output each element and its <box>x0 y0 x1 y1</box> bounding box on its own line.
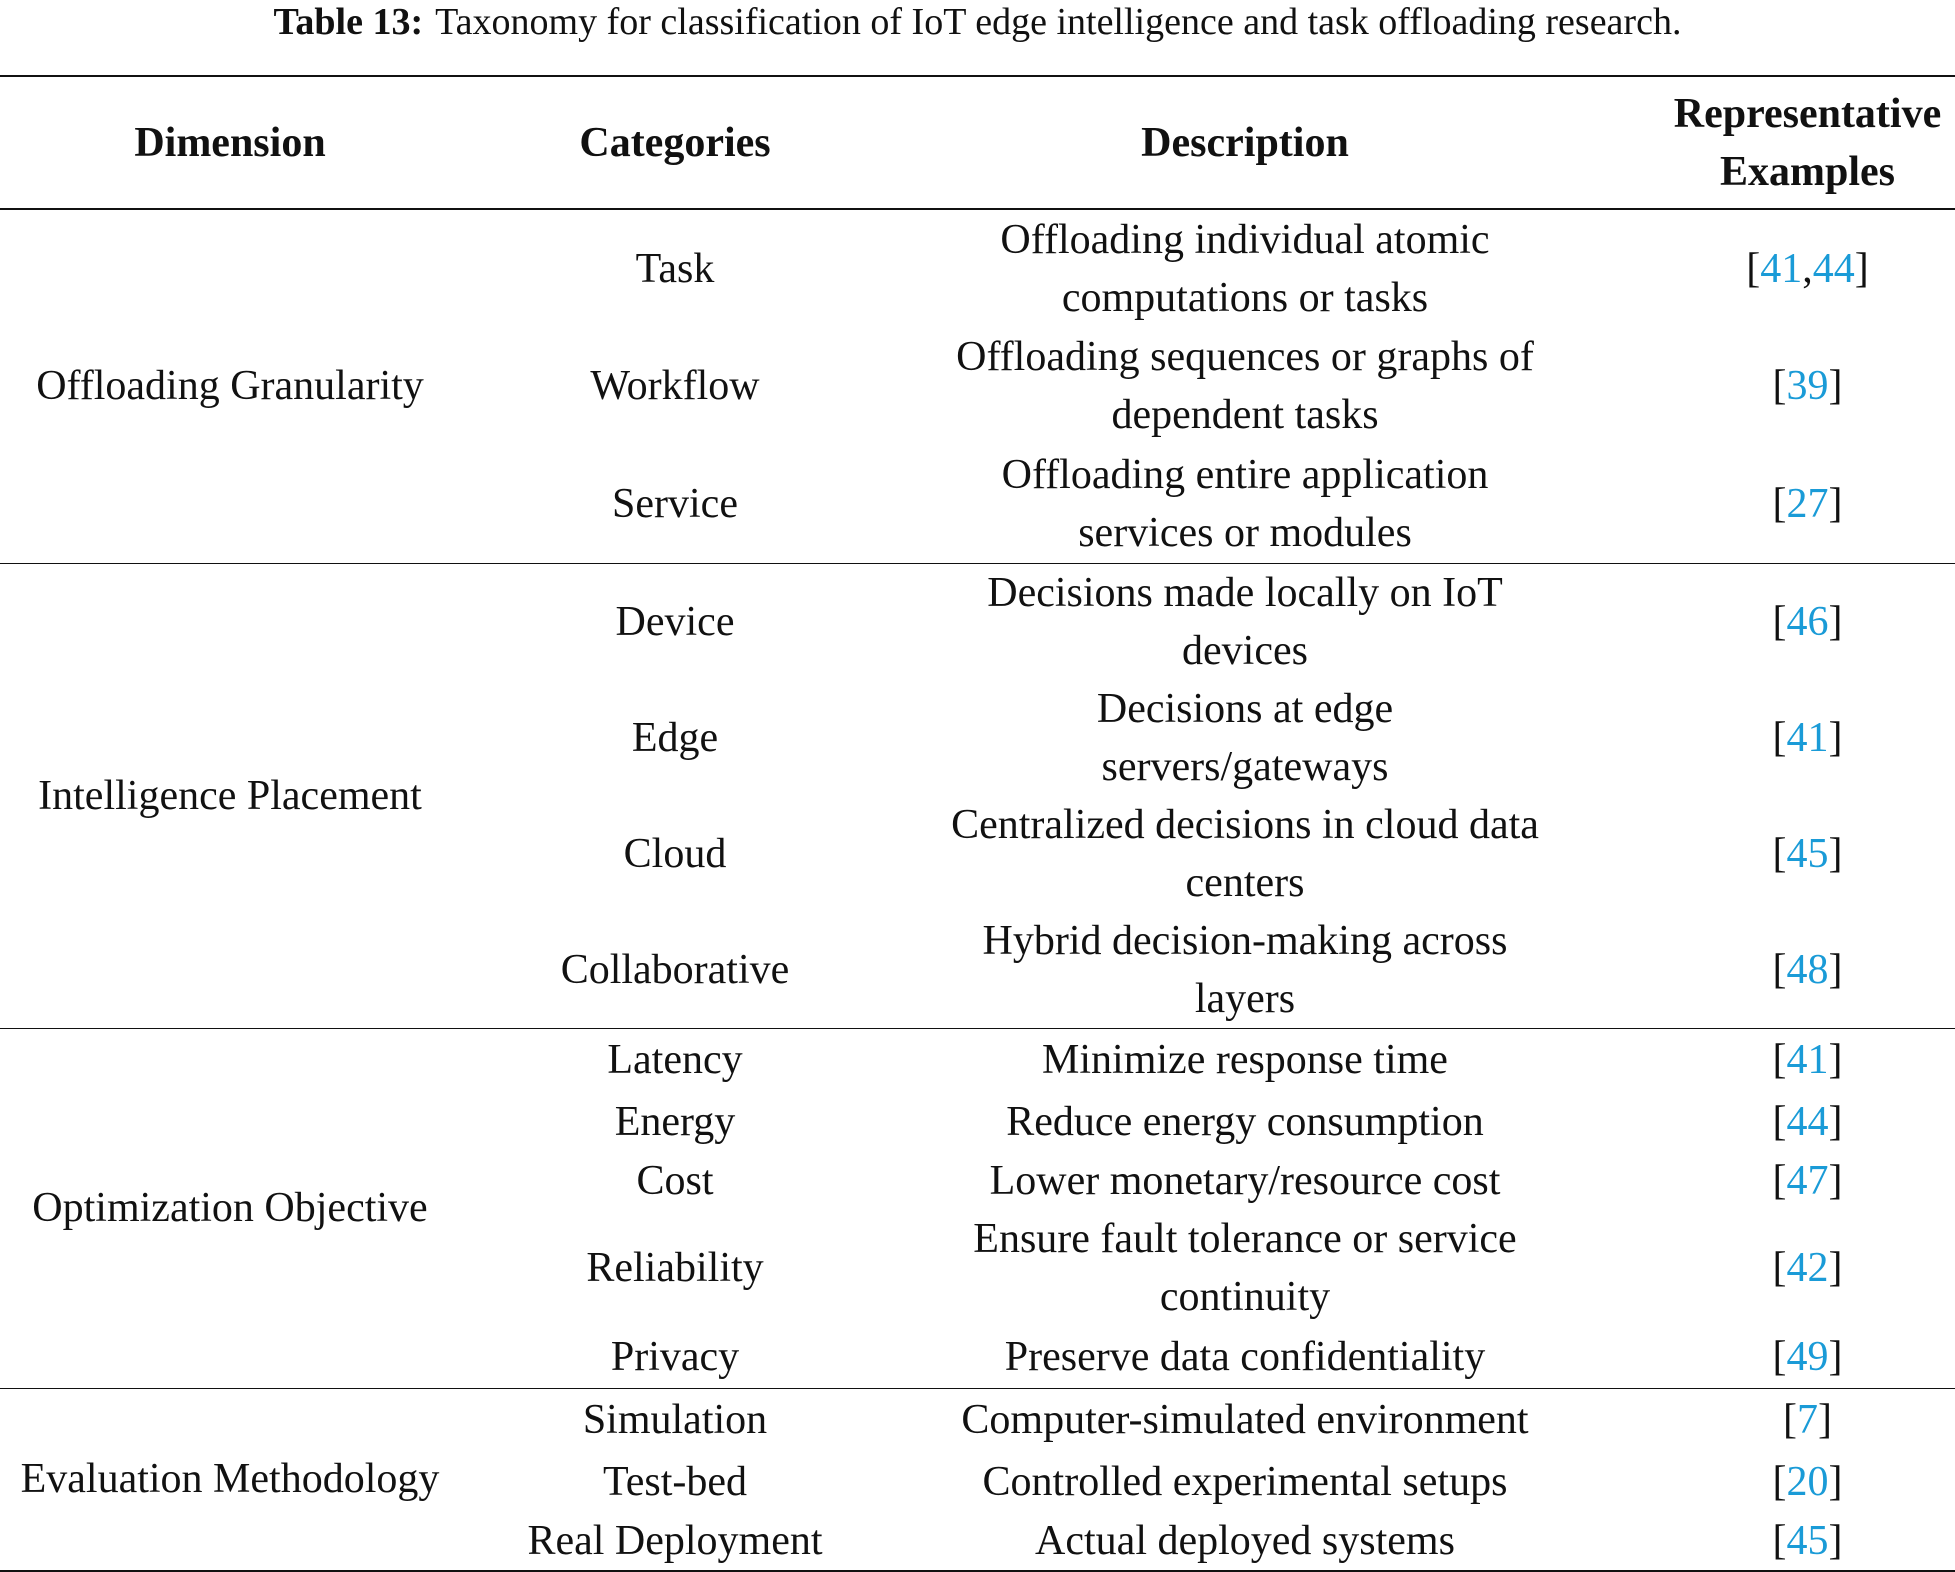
ref-bracket-open: [ <box>1772 1245 1787 1291</box>
reference-cell <box>1600 1092 1955 1152</box>
reference-link[interactable]: 48 <box>1786 946 1829 993</box>
dimension-cell: Offloading Granularity <box>0 209 460 563</box>
ref-bracket-close: ] <box>1828 1037 1843 1084</box>
dimension-cell: Optimization Objective <box>0 1028 460 1388</box>
reference-link[interactable]: 41 <box>1760 245 1803 292</box>
reference-cell <box>1600 1512 1955 1571</box>
reference-link[interactable]: 41 <box>1786 1037 1829 1084</box>
ref-bracket-open: [ <box>1772 1333 1787 1380</box>
dimension-cell: Intelligence Placement <box>0 563 460 1028</box>
ref-bracket-open: [ <box>1772 714 1787 761</box>
category-cell: Service <box>460 445 890 563</box>
ref-bracket-open: [ <box>1746 245 1761 292</box>
ref-bracket-open: [ <box>1772 830 1787 877</box>
reference-cell <box>1600 445 1955 563</box>
category-cell: Collaborative <box>460 912 890 1029</box>
ref-separator: , <box>1802 245 1813 292</box>
description-cell: Reduce energy consumption <box>1006 1099 1484 1145</box>
description-cell: Centralized decisions in cloud data centers <box>951 801 1539 906</box>
reference-link[interactable]: 41 <box>1786 714 1829 761</box>
category-cell: Privacy <box>460 1326 890 1388</box>
category-cell: Simulation <box>582 1397 768 1444</box>
description-cell: Offloading individual atomic computations or tasks <box>1000 216 1490 321</box>
category-cell: Reliability <box>586 1245 764 1291</box>
ref-bracket-open: [ <box>1772 480 1787 527</box>
ref-bracket-close: ] <box>1818 1397 1832 1444</box>
reference-link[interactable]: 47 <box>1786 1158 1829 1204</box>
ref-bracket-open: [ <box>1772 1158 1787 1204</box>
reference-link[interactable]: 45 <box>1786 1518 1829 1564</box>
ref-bracket-close: ] <box>1828 1333 1843 1380</box>
header-categories: Categories <box>460 76 890 209</box>
ref-bracket-open: [ <box>1772 1099 1787 1145</box>
description-cell: Offloading entire application services or modules <box>890 445 1600 563</box>
header-row <box>0 76 1955 209</box>
description-cell: Hybrid decision-making across layers <box>890 912 1600 1029</box>
reference-link[interactable]: 27 <box>1786 480 1829 527</box>
category-cell: Real Deployment <box>460 1512 890 1571</box>
reference-cell <box>1600 1326 1955 1388</box>
table-caption <box>0 0 1955 44</box>
ref-bracket-open: [ <box>1772 1459 1787 1505</box>
taxonomy-table <box>0 75 1955 1572</box>
ref-bracket-open: [ <box>1772 598 1787 645</box>
reference-link[interactable]: 44 <box>1812 245 1855 292</box>
reference-cell <box>1600 563 1955 680</box>
reference-link[interactable]: 39 <box>1786 363 1829 409</box>
category-cell: Device <box>615 598 735 645</box>
category-cell: Task <box>635 245 715 292</box>
category-cell: Edge <box>631 714 719 761</box>
reference-link[interactable]: 42 <box>1786 1245 1829 1291</box>
reference-link[interactable]: 7 <box>1797 1397 1818 1444</box>
description-cell: Lower monetary/resource cost <box>989 1158 1501 1204</box>
category-cell: Energy <box>614 1099 736 1145</box>
reference-cell <box>1600 680 1955 796</box>
reference-cell <box>1600 1452 1955 1512</box>
ref-bracket-close: ] <box>1828 1518 1843 1564</box>
ref-bracket-close: ] <box>1828 1099 1843 1145</box>
ref-bracket-close: ] <box>1828 714 1843 761</box>
description-cell: Ensure fault tolerance or service continuity <box>973 1216 1517 1320</box>
description-cell: Minimize response time <box>1042 1037 1448 1084</box>
ref-bracket-close: ] <box>1828 1459 1843 1505</box>
ref-bracket-close: ] <box>1828 1245 1843 1291</box>
reference-cell <box>1600 1152 1955 1210</box>
reference-cell <box>1600 1028 1955 1092</box>
caption-text: Taxonomy for classification of IoT edge intelligence and task offloading research. <box>435 1 1682 43</box>
description-cell: Preserve data confidentiality <box>890 1326 1600 1388</box>
table-row <box>0 1388 1955 1452</box>
category-cell: Test-bed <box>602 1459 747 1505</box>
ref-bracket-open: [ <box>1772 1037 1787 1084</box>
reference-cell <box>1600 1388 1955 1452</box>
description-cell: Actual deployed systems <box>890 1512 1600 1571</box>
ref-bracket-open: [ <box>1772 363 1787 409</box>
table-row <box>0 563 1955 680</box>
category-cell: Cloud <box>623 830 727 877</box>
category-cell: Cost <box>636 1158 714 1204</box>
reference-cell <box>1600 327 1955 445</box>
reference-cell <box>1600 796 1955 912</box>
ref-bracket-open: [ <box>1772 1518 1787 1564</box>
reference-cell <box>1600 209 1955 327</box>
caption-label: Table 13: <box>273 1 424 43</box>
header-dimension: Dimension <box>0 76 460 209</box>
reference-link[interactable]: 49 <box>1786 1333 1829 1380</box>
table-body <box>0 209 1955 1571</box>
dimension-cell: Evaluation Methodology <box>0 1388 460 1571</box>
reference-link[interactable]: 20 <box>1786 1459 1829 1505</box>
reference-link[interactable]: 44 <box>1786 1099 1829 1145</box>
reference-link[interactable]: 45 <box>1786 830 1829 877</box>
reference-cell <box>1600 1210 1955 1326</box>
ref-bracket-open: [ <box>1772 946 1787 993</box>
reference-link[interactable]: 46 <box>1786 598 1829 645</box>
ref-bracket-close: ] <box>1828 363 1843 409</box>
description-cell: Controlled experimental setups <box>982 1459 1508 1505</box>
ref-bracket-close: ] <box>1828 598 1843 645</box>
ref-bracket-close: ] <box>1828 830 1843 877</box>
category-cell: Workflow <box>590 363 760 409</box>
ref-bracket-close: ] <box>1854 245 1869 292</box>
description-cell: Decisions made locally on IoT devices <box>987 569 1503 674</box>
reference-cell <box>1600 912 1955 1029</box>
category-cell: Latency <box>607 1037 743 1084</box>
ref-bracket-close: ] <box>1828 1158 1843 1204</box>
ref-bracket-close: ] <box>1828 946 1843 993</box>
description-cell: Offloading sequences or graphs of dependent tasks <box>956 334 1534 438</box>
table-row <box>0 209 1955 327</box>
header-description: Description <box>890 76 1600 209</box>
description-cell: Decisions at edge servers/gateways <box>1096 685 1394 790</box>
header-representative-examples: Representative Examples <box>1600 76 1955 209</box>
ref-bracket-open: [ <box>1783 1397 1797 1444</box>
ref-bracket-close: ] <box>1828 480 1843 527</box>
description-cell: Computer-simulated environment <box>961 1397 1529 1444</box>
table-row <box>0 1028 1955 1092</box>
